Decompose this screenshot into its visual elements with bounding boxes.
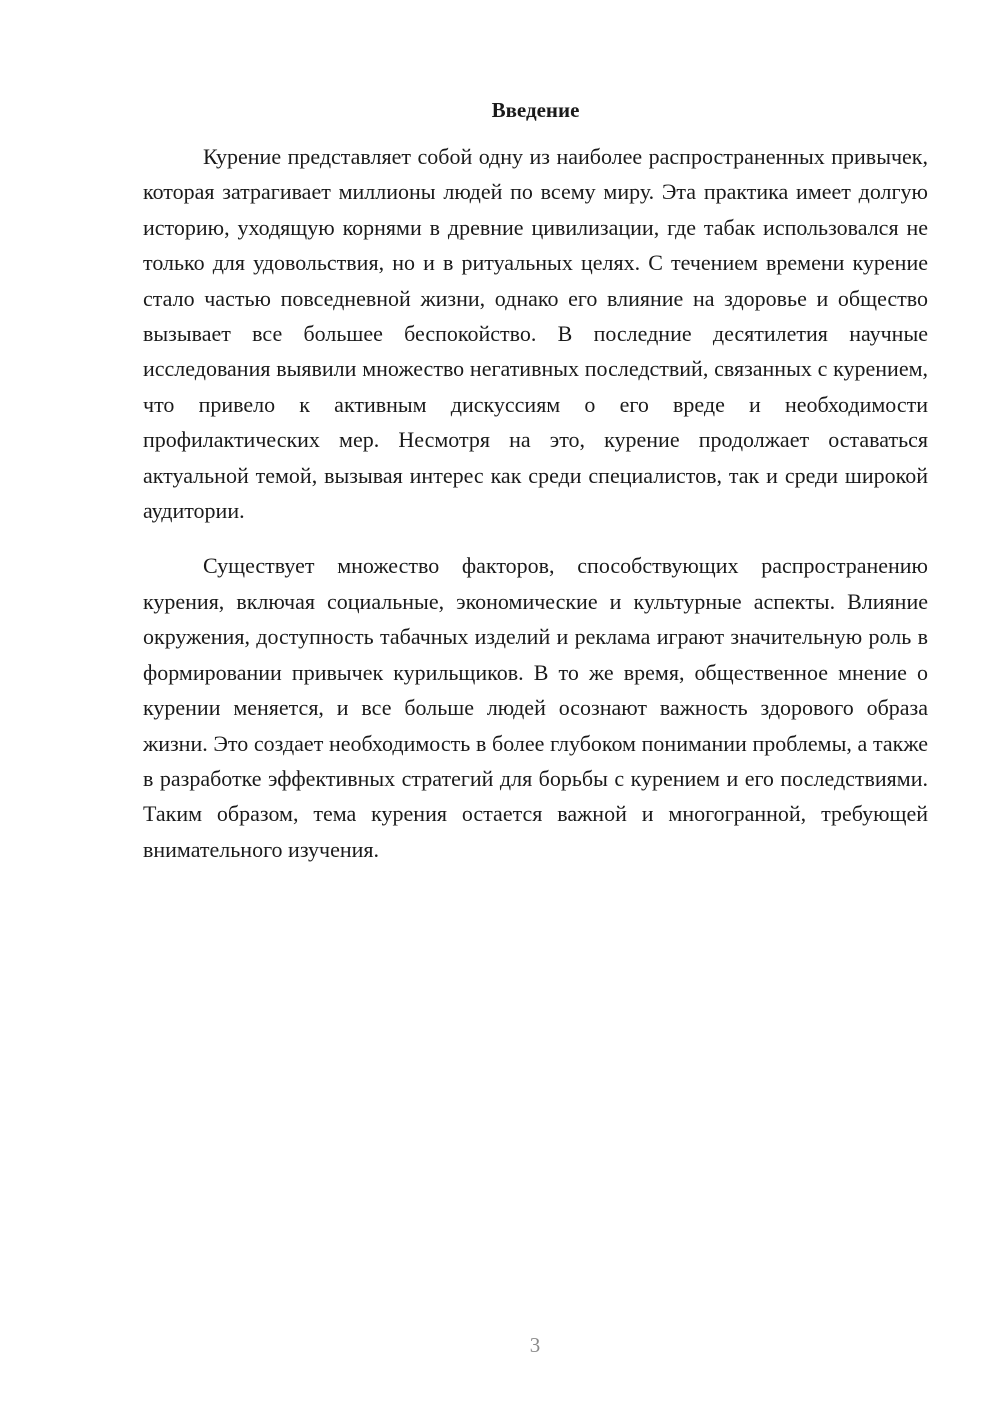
paragraph-2: Существует множество факторов, способствующих распространению курения, включая социальные, экономические и культурные аспекты. Влияние окружения, доступность табачных изделий и реклама играют значительную роль в формировании привычек курильщиков. В то же время, общественное мнение о курении меняется, и все больше людей осознают важность здорового образа жизни. Это создает необходимость в более глубоком понимании проблемы, а также в разработке эффективных стратегий для борьбы с курением и его последствиями. Таким образом, тема курения остается важной и многогранной, требующей внимательного изучения.: [143, 553, 928, 862]
page-number: 3: [529, 1333, 541, 1357]
paragraph-1: Курение представляет собой одну из наиболее распространенных привычек, которая затрагивает миллионы людей по всему миру. Эта практика имеет долгую историю, уходящую корнями в древние цивилизации, где табак использовался не только для удовольствия, но и в ритуальных целях. С течением времени курение стало частью повседневной жизни, однако его влияние на здоровье и общество вызывает все большее беспокойство. В последние десятилетия научные исследования выявили множество негативных последствий, связанных с курением, что привело к активным дискуссиям о его вреде и необходимости профилактических мер. Несмотря на это, курение продолжает оставаться актуальной темой, вызывая интерес как среди специалистов, так и среди широкой аудитории.: [143, 144, 928, 524]
section-title: Введение: [491, 98, 580, 122]
page-content: [143, 95, 928, 867]
